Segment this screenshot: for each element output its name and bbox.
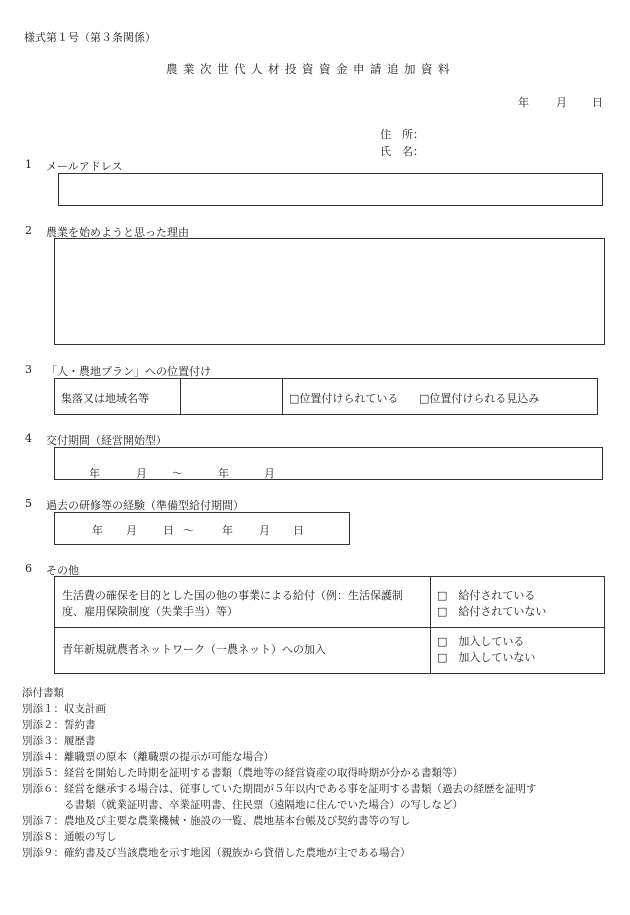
attachment-item: 別添５：経営を開始した時期を証明する書類（農地等の経営資産の取得時期が分かる書類等） (22, 767, 463, 779)
attachment-item: 別添８：通帳の写し (22, 831, 117, 843)
training-tilde: ～ (183, 524, 194, 537)
plan-divider-1 (180, 378, 181, 415)
section-3-number: 3 (25, 363, 32, 376)
attachment-item: 別添１：収支計画 (22, 703, 106, 715)
plan-option-expected[interactable]: □位置付けられる見込み (419, 392, 540, 405)
attachment-item: 別添２：誓約書 (22, 719, 96, 731)
benefit-option-not-receiving[interactable]: □ 給付されていない (437, 605, 547, 618)
section-1-number: 1 (25, 158, 32, 171)
date-month: 月 (556, 96, 567, 109)
section-3-title: 「人・農地プラン」への位置付け (46, 365, 211, 378)
benefit-option-receiving[interactable]: □ 給付されている (437, 589, 536, 602)
section-1-title: メールアドレス (46, 160, 123, 173)
section-6-title: その他 (46, 564, 79, 577)
other-divider (430, 576, 431, 674)
grant-year-1: 年 (89, 467, 100, 480)
grant-month-1: 月 (136, 467, 147, 480)
attachment-item: 別添４：離職票の原本（離職票の提示が可能な場合） (22, 751, 274, 763)
training-year-1: 年 (92, 524, 103, 537)
area-label: 集落又は地域名等 (61, 392, 149, 405)
section-4-number: 4 (25, 432, 32, 445)
benefit-question-line2: 度、雇用保険制度（失業手当）等） (62, 605, 238, 618)
email-field[interactable] (58, 173, 603, 206)
section-2-number: 2 (25, 224, 32, 237)
attachment-item: 別添７：農地及び主要な農業機械・施設の一覧、農地基本台帳及び契約書等の写し (22, 815, 411, 827)
date-day: 日 (592, 96, 603, 109)
date-year: 年 (518, 96, 529, 109)
reason-field[interactable] (54, 238, 605, 345)
attachment-item-continued: る書類（就業証明書、卒業証明書、住民票（遠隔地に住んでいた場合）の写しなど） (22, 799, 463, 811)
section-5-number: 5 (25, 497, 32, 510)
attachments-heading: 添付書類 (22, 687, 64, 699)
attachment-item: 別添６：経営を継承する場合は、従事していた期間が５年以内である事を証明する書類（過去の経歴を証明す (22, 783, 537, 795)
form-id: 様式第１号（第３条関係） (24, 31, 156, 44)
training-month-2: 月 (259, 524, 270, 537)
training-month-1: 月 (126, 524, 137, 537)
section-4-title: 交付期間（経営開始型） (46, 434, 167, 447)
attachment-item: 別添９：確約書及び当該農地を示す地図（親族から貸借した農地が主である場合） (22, 847, 411, 859)
grant-year-2: 年 (218, 467, 229, 480)
section-2-title: 農業を始めようと思った理由 (46, 226, 189, 239)
section-6-number: 6 (25, 562, 32, 575)
attachment-item: 別添３：履歴書 (22, 735, 96, 747)
grant-month-2: 月 (264, 467, 275, 480)
benefit-question-line1: 生活費の確保を目的とした国の他の事業による給付（例：生活保護制 (62, 589, 403, 602)
section-5-title: 過去の研修等の経験（準備型給付期間） (46, 499, 244, 512)
network-option-joined[interactable]: □ 加入している (437, 635, 525, 648)
address-label: 住 所： (380, 128, 424, 141)
training-year-2: 年 (222, 524, 233, 537)
plan-option-positioned[interactable]: □位置付けられている (289, 392, 399, 405)
network-question: 青年新規就農者ネットワーク（一農ネット）への加入 (62, 643, 326, 656)
other-row-divider (54, 627, 605, 628)
training-day-1: 日 (163, 524, 174, 537)
network-option-not-joined[interactable]: □ 加入していない (437, 651, 536, 664)
training-day-2: 日 (293, 524, 304, 537)
grant-tilde: ～ (172, 467, 183, 480)
name-label: 氏 名： (380, 145, 424, 158)
page-title: 農業次世代人材投資資金申請追加資料 (166, 62, 455, 76)
plan-divider-2 (282, 378, 283, 415)
